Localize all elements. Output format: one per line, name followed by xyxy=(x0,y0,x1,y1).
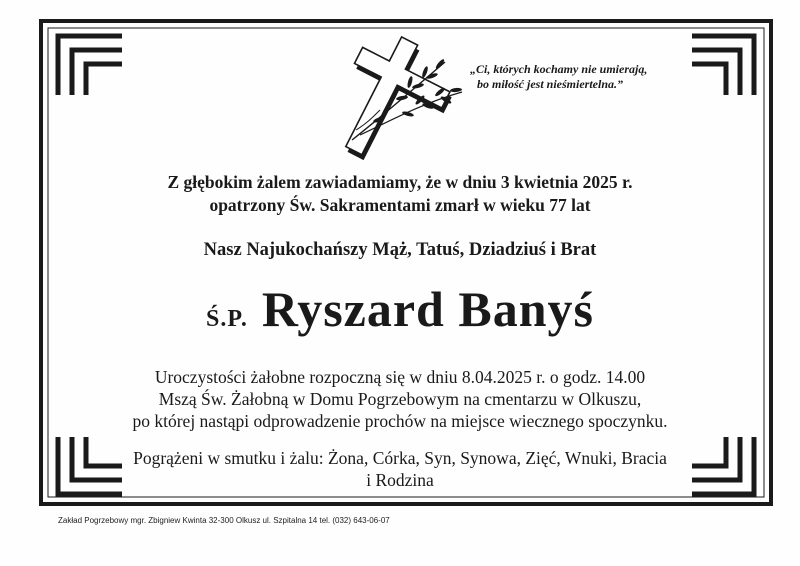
family-title: Nasz Najukochańszy Mąż, Tatuś, Dziadziuś i Brat xyxy=(203,240,597,260)
mourners-line-1: Pogrążeni w smutku i żalu: Żona, Córka, Syn, Synowa, Zięć, Wnuki, Bracia xyxy=(133,448,667,468)
deceased-name-line xyxy=(0,280,800,340)
ceremony-details xyxy=(0,366,800,432)
ceremony-line-3: po której nastąpi odprowadzenie prochów na miejsce wiecznego spoczynku. xyxy=(132,411,668,431)
corner-ornament-top-right xyxy=(692,36,754,95)
quote-line-1: „Ci, których kochamy nie umierają, xyxy=(470,62,648,76)
funeral-home-footer: Zakład Pogrzebowy mgr. Zbigniew Kwinta 32-300 Olkusz ul. Szpitalna 14 tel. (032) 643-06-07 xyxy=(58,516,390,525)
announcement-line-1: Z głębokim żalem zawiadamiamy, że w dniu 3 kwietnia 2025 r. xyxy=(167,172,633,192)
announcement-line-2: opatrzony Św. Sakramentami zmarł w wieku 77 lat xyxy=(209,195,591,215)
quote-line-2: bo miłość jest nieśmiertelna.” xyxy=(477,77,623,91)
deceased-name: Ryszard Banyś xyxy=(261,281,594,337)
corner-ornament-top-left xyxy=(58,36,122,95)
ceremony-line-1: Uroczystości żałobne rozpoczną się w dniu 8.04.2025 r. o godz. 14.00 xyxy=(154,367,646,387)
mourners-line-2: i Rodzina xyxy=(366,470,434,490)
ceremony-line-2: Mszą Św. Żałobną w Domu Pogrzebowym na cmentarzu w Olkuszu, xyxy=(158,389,642,409)
mourners-list xyxy=(0,447,800,491)
cross-icon xyxy=(317,23,466,182)
deceased-prefix: Ś.P. xyxy=(206,306,248,332)
death-announcement xyxy=(0,171,800,217)
memorial-quote xyxy=(470,62,648,92)
